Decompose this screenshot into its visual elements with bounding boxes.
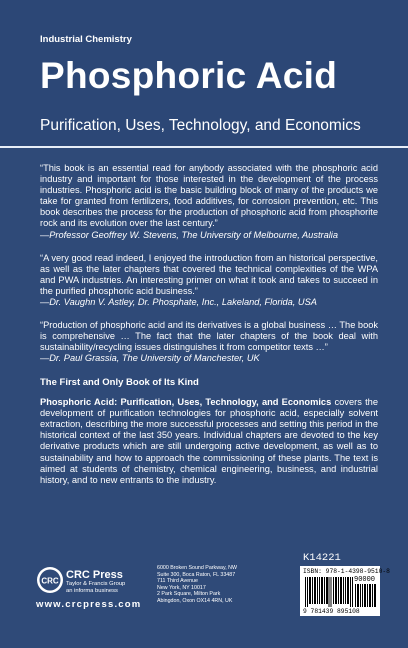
book-subtitle: Purification, Uses, Technology, and Economics xyxy=(40,117,361,134)
book-title: Phosphoric Acid xyxy=(40,55,338,96)
description-heading: The First and Only Book of Its Kind xyxy=(40,376,199,388)
description-body xyxy=(40,397,378,487)
address-line: 2 Park Square, Milton Park xyxy=(157,591,221,598)
crc-logo-icon xyxy=(36,566,64,594)
svg-text:CRC: CRC xyxy=(41,576,59,586)
address-line: 6000 Broken Sound Parkway, NW xyxy=(157,565,237,571)
publisher-website: www.crcpress.com xyxy=(36,599,142,610)
barcode-bars-icon xyxy=(305,577,353,607)
description-bold-title: Phosphoric Acid: Purification, Uses, Technology, and Economics xyxy=(40,396,332,407)
publisher-tagline: an informa business xyxy=(66,588,118,594)
book-code: K14221 xyxy=(303,552,341,564)
barcode-price: 90000 xyxy=(354,576,376,584)
quote-text: “A very good read indeed, I enjoyed the introduction from an historical perspective, as well as the later chapters that covered the technical complexities of the WPA and PWA industries. An interesting primer on what it took and takes to succeed in the purified phosphoric acid business.” xyxy=(40,252,378,296)
address-line: Abingdon, Oxon OX14 4RN, UK xyxy=(157,597,233,604)
review-quote xyxy=(40,163,378,241)
address-line: Suite 300, Boca Raton, FL 33487 xyxy=(157,571,236,578)
quote-source: —Dr. Vaughn V. Astley, Dr. Phosphate, Inc., Lakeland, Florida, USA xyxy=(40,297,317,308)
description-text: covers the development of purification technologies for phosphoric acid, especially solvent extraction, describing the more successful processes and setting this period in the historical context of the last 350 years. Individual chapters are devoted to the key derivative products which are still undergoing active development, as well as to sustainability and how to approach the commissioning of these plants. The text is aimed at students of chemistry, chemical engineering, business, and industrial history, and to new entrants to the industry. xyxy=(40,396,378,485)
isbn-number: ISBN: 978-1-4398-9510-8 xyxy=(303,568,390,575)
address-line: New York, NY 10017 xyxy=(157,584,206,591)
publisher-address xyxy=(157,565,267,605)
review-quote xyxy=(40,320,378,364)
review-quote xyxy=(40,253,378,308)
quote-text: “Production of phosphoric acid and its derivatives is a global business … The book is comprehensive … The fact that the later chapters of the book deal with sustainability/recycling issues distinguishes it from competitor texts …” xyxy=(40,320,378,353)
address-line: 711 Third Avenue xyxy=(157,578,198,585)
price-bars-icon xyxy=(355,584,377,607)
quote-text: “This book is an essential read for anybody associated with the phosphoric acid industry and important for those interested in the development of the process industries. Phosphoric acid is the basic building block of many of the products we take for granted from fertilizers, food additives, for corrosion prevention, etc. This book describes the process for the production of phosphoric acid from phosphorite rock and its evolution over the last century.” xyxy=(40,163,378,229)
barcode xyxy=(300,566,390,616)
quote-source: —Professor Geoffrey W. Stevens, The University of Melbourne, Australia xyxy=(40,229,338,240)
barcode-digits: 9 781439 895108 xyxy=(303,608,360,615)
series-name: Industrial Chemistry xyxy=(40,34,132,45)
publisher-logo xyxy=(66,569,125,595)
publisher-brand: CRC Press xyxy=(66,569,123,581)
publisher-group: Taylor & Francis Group xyxy=(66,581,126,587)
quote-source: —Dr. Paul Grassia, The University of Manchester, UK xyxy=(40,353,260,364)
back-cover-text xyxy=(40,163,378,486)
divider xyxy=(0,146,408,148)
